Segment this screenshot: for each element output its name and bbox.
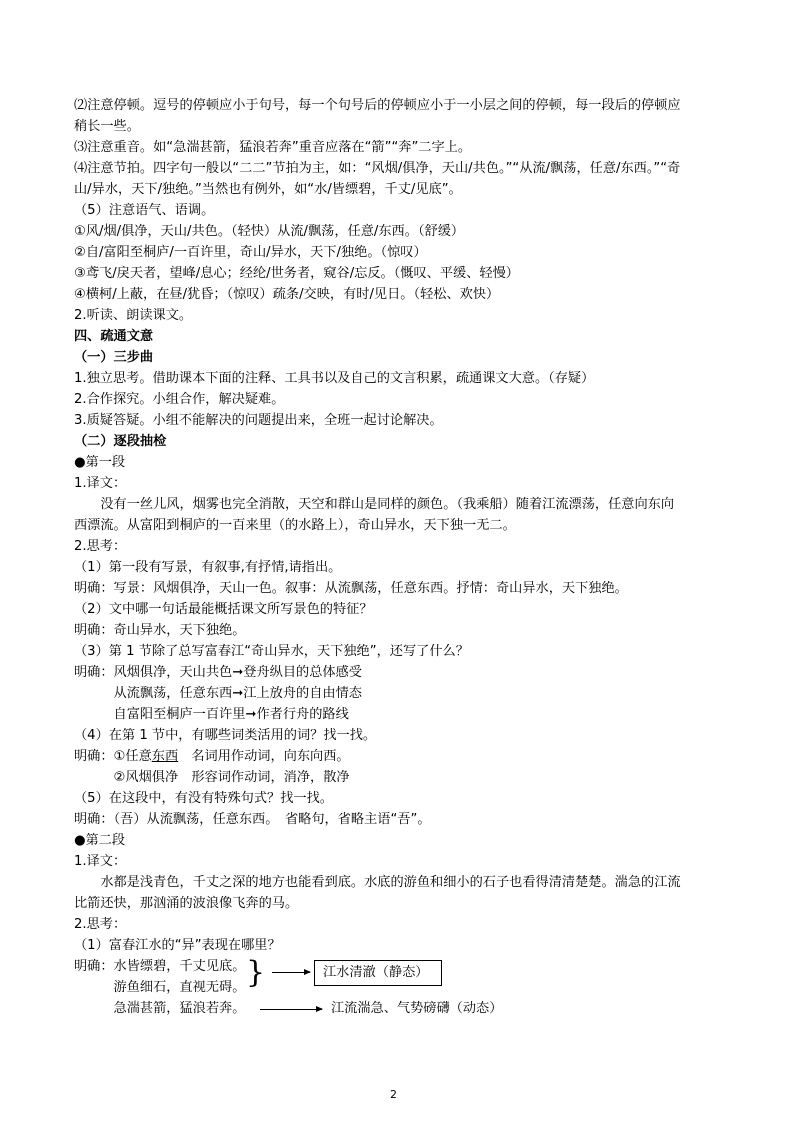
text-line: 比箭还快，那汹涌的波浪像飞奔的马。 (74, 896, 299, 911)
arrow-right-icon (260, 1009, 322, 1010)
text-line: 2.合作探究。小组合作，解决疑难。 (74, 392, 285, 407)
text-line: ①风/烟/俱净，天山/共色。（轻快）从流/飘荡，任意/东西。（舒缓） (74, 224, 465, 239)
subsection-heading: （一）三步曲 (74, 350, 154, 365)
question-line: （1）第一段有写景，有叙事,有抒情,请指出。 (74, 560, 342, 575)
question-line: （4）在第 1 节中，有哪些词类活用的词？找一找。 (74, 728, 377, 743)
answer-line: 明确：①任意东西 名词用作动词，向东向西。 (74, 749, 350, 764)
text-line: ③鸢飞/戾天者，望峰/息心；经纶/世务者，窥谷/忘反。（慨叹、平缓、轻慢） (74, 266, 519, 281)
text-line: 2.思考： (74, 917, 127, 932)
text-line: 山/异水，天下/独绝。”当然也有例外，如“水/皆缥碧，千丈/见底”。 (74, 182, 462, 197)
underlined-word: 东西 (151, 749, 179, 764)
page-number: 2 (390, 1088, 397, 1101)
text-line: 稍长一些。 (74, 119, 140, 134)
answer-line: 明确：水皆缥碧，千丈见底。 (74, 959, 246, 974)
text-line: ⑶注意重音。如“急湍甚箭，猛浪若奔”重音应落在“箭”“奔”二字上。 (74, 140, 472, 155)
paragraph-marker: ●第二段 (74, 833, 126, 848)
right-brace-icon: } (246, 955, 266, 990)
answer-line: 自富阳至桐庐一百许里➞作者行舟的路线 (74, 707, 349, 722)
question-line: （2）文中哪一句话最能概括课文所写景色的特征？ (74, 602, 373, 617)
question-line: （1）富春江水的“异”表现在哪里？ (74, 938, 281, 953)
text-line: ⑷注意节拍。四字句一般以“二二”节拍为主，如：“风烟/俱净，天山/共色。”“从流/飘荡，任意/东西。”“奇 (74, 161, 681, 176)
question-line: （3）第 1 节除了总写富春江“奇山异水，天下独绝”，还写了什么？ (74, 644, 469, 659)
text-line: 没有一丝儿风，烟雾也完全消散，天空和群山是同样的颜色。（我乘船）随着江流漂荡，任意向东向 (74, 497, 675, 512)
text-line: 1.独立思考。借助课本下面的注释、工具书以及自己的文言积累，疏通课文大意。（存疑） (74, 371, 595, 386)
text-line: 1.译文： (74, 854, 127, 869)
question-line: （5）在这段中，有没有特殊句式？找一找。 (74, 791, 333, 806)
result-label: 江流湍急、气势磅礴（动态） (331, 1001, 503, 1016)
answer-line: 明确：奇山异水，天下独绝。 (74, 623, 246, 638)
clear-water-box (314, 960, 442, 986)
answer-line: 明确：写景：风烟俱净，天山一色。叙事：从流飘荡，任意东西。抒情：奇山异水，天下独绝。 (74, 581, 628, 596)
arrow-right-icon (272, 972, 310, 973)
paragraph-marker: ●第一段 (74, 455, 126, 470)
text-line: 2.听读、朗读课文。 (74, 308, 193, 323)
answer-line: 急湍甚箭，猛浪若奔。 (74, 1001, 246, 1016)
answer-line: 游鱼细石，直视无碍。 (74, 980, 246, 995)
text-line: 西漂流。从富阳到桐庐的一百来里（的水路上），奇山异水，天下独一无二。 (74, 518, 516, 533)
text-line: 1.译文： (74, 476, 127, 491)
text-line: ⑵注意停顿。逗号的停顿应小于句号，每一个句号后的停顿应小于一小层之间的停顿，每一段后的停顿应 (74, 98, 681, 113)
subsection-heading: （二）逐段抽检 (74, 434, 167, 449)
answer-line: 明确：（吾）从流飘荡，任意东西。 省略句，省略主语“吾”。 (74, 812, 431, 827)
answer-line: 从流飘荡，任意东西➞江上放舟的自由情态 (74, 686, 362, 701)
text-line: 3.质疑答疑。小组不能解决的问题提出来，全班一起讨论解决。 (74, 413, 443, 428)
text-line: 水都是浅青色，千丈之深的地方也能看到底。水底的游鱼和细小的石子也看得清清楚楚。湍急的江流 (74, 875, 681, 890)
answer-line: 明确：风烟俱净，天山共色➞登舟纵目的总体感受 (74, 665, 362, 680)
text-line: 2.思考： (74, 539, 127, 554)
section-heading: 四、疏通文意 (74, 329, 154, 344)
text-line: （5）注意语气、语调。 (74, 203, 215, 218)
text-line: ④横柯/上蔽，在昼/犹昏；（惊叹）疏条/交映，有时/见日。（轻松、欢快） (74, 287, 500, 302)
answer-line: ②风烟俱净 形容词作动词，消净，散净 (74, 770, 350, 785)
box-label: 江水清澈（静态） (323, 965, 429, 980)
text-line: ②自/富阳至桐庐/一百许里，奇山/异水，天下/独绝。（惊叹） (74, 245, 427, 260)
